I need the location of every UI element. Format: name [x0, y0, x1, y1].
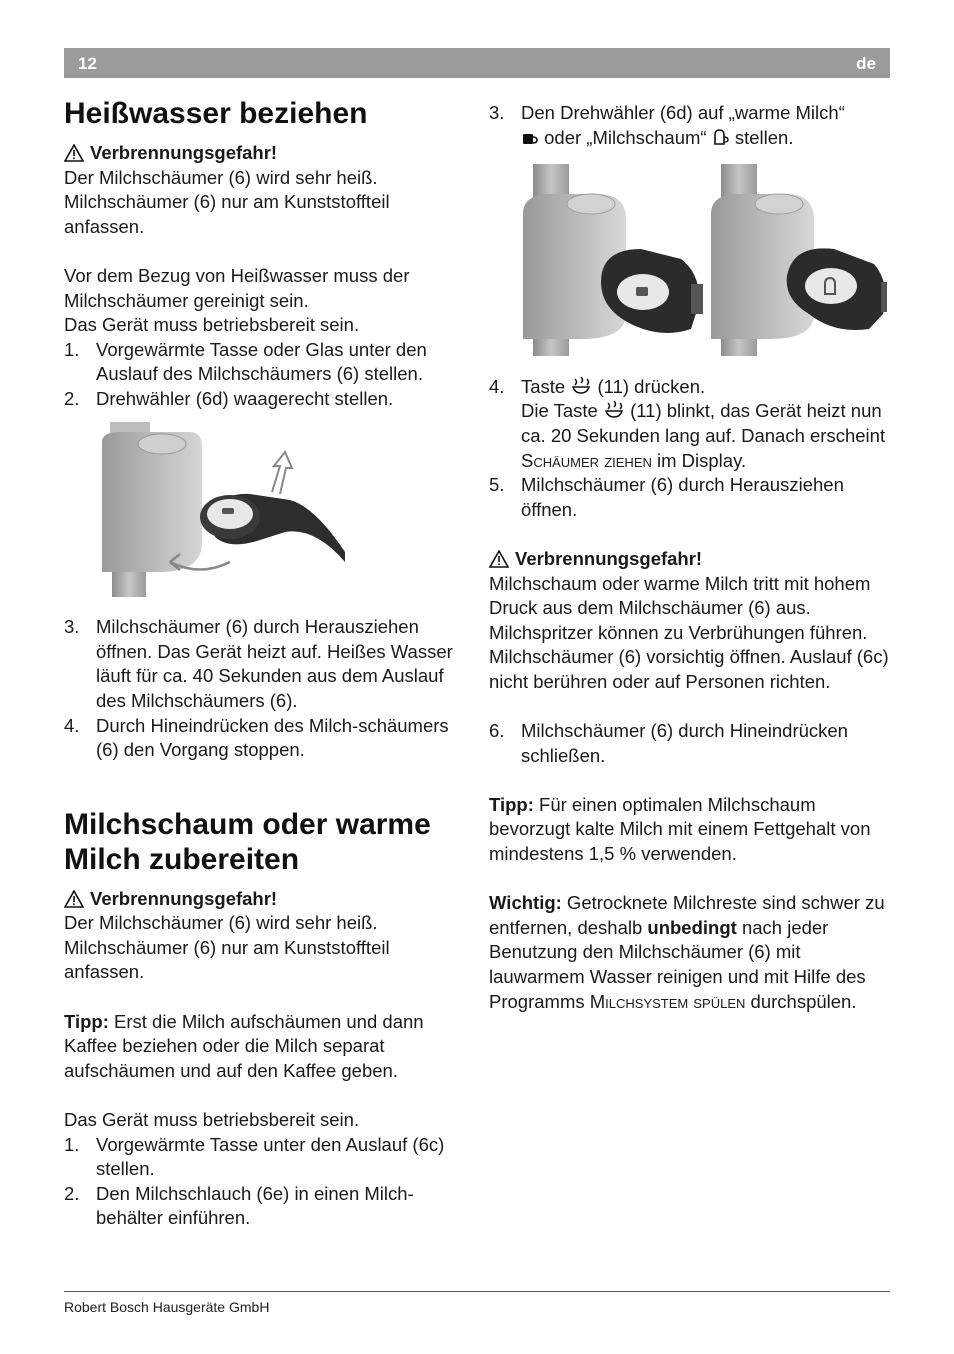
language-code: de [856, 54, 876, 73]
section-title-hot-water: Heißwasser beziehen [64, 97, 368, 130]
display-text-schaeumer-ziehen: Schäumer ziehen [521, 449, 652, 471]
intro-text: Vor dem Bezug von Heißwasser muss der Milchschäumer gereinigt sein. [64, 264, 410, 311]
steam-milk-button-icon [603, 399, 625, 419]
list-item: 4. Taste (11) drücken. Die Taste (11) blinkt, das Gerät heizt nun ca. 20 Sekunden lang auf. Danach erscheint Schäumer ziehen im Display. [489, 375, 886, 471]
list-item: 5. Milchschäumer (6) durch Herausziehen öffnen. [489, 474, 844, 520]
page-header-bar [64, 48, 890, 78]
right-column [489, 101, 891, 1014]
steam-milk-button-icon [570, 375, 592, 395]
list-item: 6. Milchschäumer (6) durch Hineindrücken schließen. [489, 720, 848, 766]
burn-warning-title: Verbrennungsgefahr! [489, 547, 891, 572]
footer-divider [64, 1291, 890, 1292]
burn-warning-title: Verbrennungsgefahr! [64, 887, 466, 912]
page-number: 12 [78, 54, 97, 73]
list-item: 3. Milchschäumer (6) durch Herausziehen öffnen. Das Gerät heizt auf. Heißes Wasser läuft für ca. 40 Sekunden aus dem Auslauf des Milchschäumers (6). [64, 616, 453, 711]
section-title-milk-foam: Milchschaum oder warme Milch zubereiten [64, 807, 431, 876]
steps-list-hot-water-b [64, 615, 466, 763]
list-item: 2. Drehwähler (6d) waagerecht stellen. [64, 387, 394, 409]
steps-list-hot-water-a [64, 338, 466, 412]
footer-company: Robert Bosch Hausgeräte GmbH [64, 1299, 270, 1315]
burn-warning-text: Der Milchschäumer (6) wird sehr heiß. Milchschäumer (6) nur am Kunststoffteil anfassen. [64, 912, 390, 983]
illustration-rotary-selector-horizontal [100, 422, 466, 604]
steps-list-milk-continued-a [489, 101, 891, 150]
list-item: 1. Vorgewärmte Tasse unter den Auslauf (6c) stellen. [64, 1133, 445, 1180]
burn-warning-title: Verbrennungsgefahr! [64, 141, 466, 166]
warning-triangle-icon [64, 144, 84, 162]
tip-paragraph: Tipp: Erst die Milch aufschäumen und dann Kaffee beziehen oder die Milch separat aufschäumen und auf den Kaffee geben. [64, 1010, 424, 1081]
list-item: 2. Den Milchschlauch (6e) in einen Milch-behälter einführen. [64, 1182, 414, 1229]
steps-list-milk-continued-b [489, 375, 891, 523]
list-item: 1. Vorgewärmte Tasse oder Glas unter den Auslauf des Milchschäumers (6) stellen. [64, 338, 427, 385]
illustration-rotary-selector-milk-modes [521, 164, 891, 363]
list-item: 4. Durch Hineindrücken des Milch-schäumers (6) den Vorgang stoppen. [64, 714, 449, 761]
burn-warning-text: Der Milchschäumer (6) wird sehr heiß. Milchschäumer (6) nur am Kunststoffteil anfassen. [64, 166, 390, 237]
warm-milk-cup-icon [521, 132, 539, 146]
ready-text: Das Gerät muss betriebsbereit sein. [64, 314, 360, 336]
important-paragraph: Wichtig: Getrocknete Milchreste sind schwer zu entfernen, deshalb unbedingt nach jeder Benutzung den Milchschäumer (6) mit lauwarmem Wasser reinigen und mit Hilfe des Programms Milchsystem spülen durchspülen. [489, 892, 885, 1012]
warning-triangle-icon [489, 550, 509, 568]
burn-warning-text: Milchschaum oder warme Milch tritt mit hohem Druck aus dem Milchschäumer (6) aus. Milchspritzer können zu Verbrühungen führen. Milchschäumer (6) vorsichtig öffnen. Auslauf (6c) nicht berühren oder auf Personen richten. [489, 572, 889, 692]
steps-list-milk [64, 1133, 466, 1231]
ready-text: Das Gerät muss betriebsbereit sein. [64, 1109, 360, 1131]
steps-list-milk-continued-c [489, 719, 891, 768]
milk-foam-cup-icon [712, 128, 730, 146]
left-column [64, 96, 466, 1231]
tip-paragraph: Tipp: Für einen optimalen Milchschaum bevorzugt kalte Milch mit einem Fettgehalt von mindestens 1,5 % verwenden. [489, 793, 871, 865]
list-item: 3. Den Drehwähler (6d) auf „warme Milch“ oder „Milchschaum“ stellen. [489, 102, 845, 148]
warning-triangle-icon [64, 890, 84, 908]
